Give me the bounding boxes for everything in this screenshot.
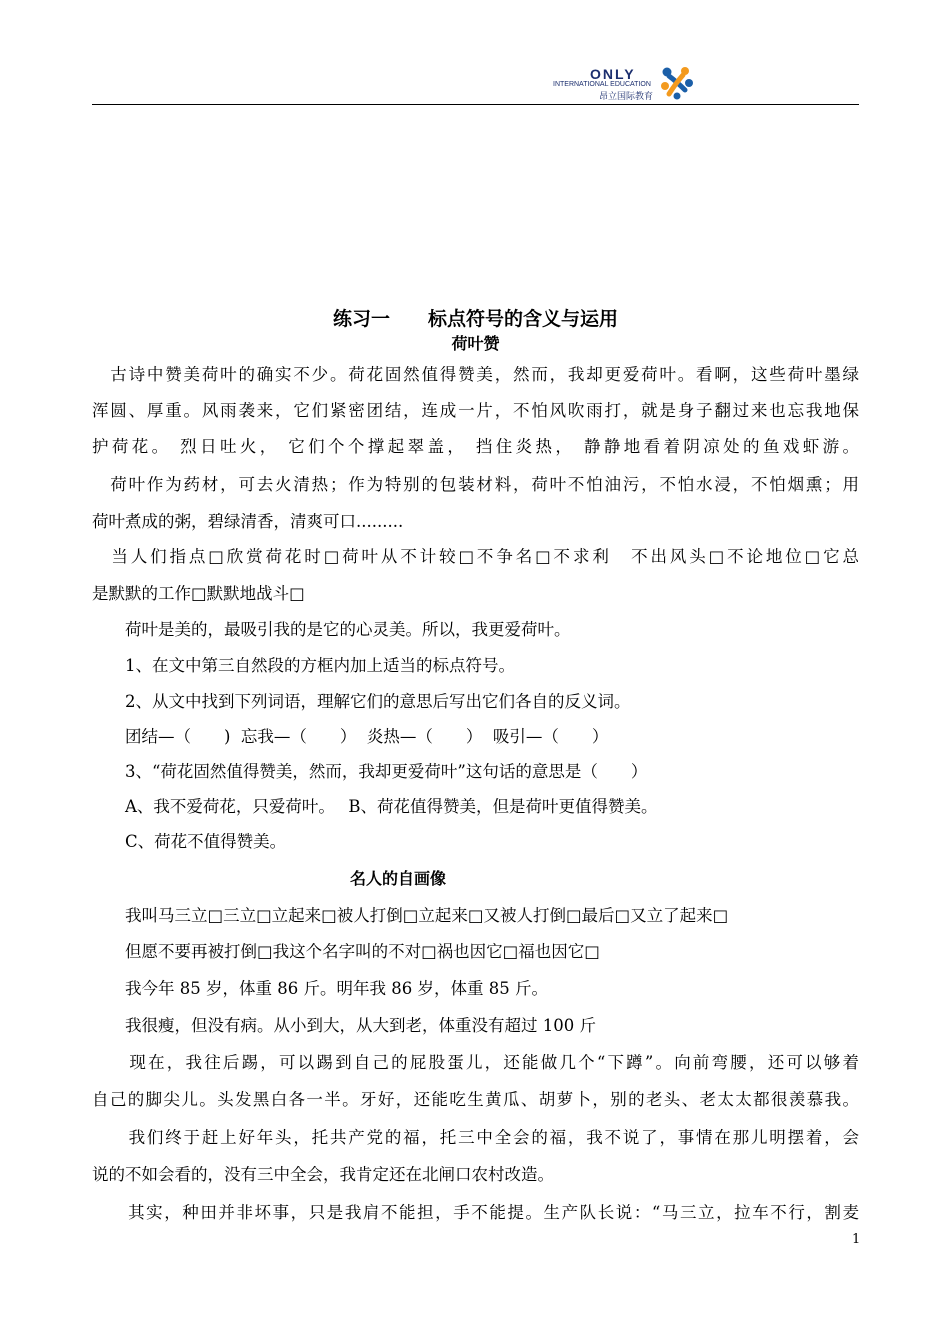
paragraph-line: 护荷花。 烈日吐火， 它们个个撑起翠盖， 挡住炎热， 静静地看着阴凉处的鱼戏虾游。 (92, 437, 859, 456)
section-title-2: 名人的自画像 (350, 869, 447, 888)
page-title: 练习一 标点符号的含义与运用 (332, 308, 618, 330)
paragraph-line: 其实，种田并非坏事，只是我肩不能担，手不能提。生产队长说：“马三立，拉车不行，割麦 (92, 1203, 859, 1222)
paragraph-line: 但愿不要再被打倒□我这个名字叫的不对□祸也因它□福也因它□ (92, 942, 600, 961)
paragraph-line: 荷叶是美的，最吸引我的是它的心灵美。所以，我更爱荷叶。 (92, 620, 571, 639)
paragraph-line: 我很瘦，但没有病。从小到大，从大到老，体重没有超过 100 斤 (92, 1016, 596, 1035)
question-line: 1、在文中第三自然段的方框内加上适当的标点符号。 (92, 656, 515, 675)
section-title-1: 荷叶赞 (451, 334, 500, 353)
paragraph-line: 古诗中赞美荷叶的确实不少。荷花固然值得赞美，然而，我却更爱荷叶。看啊，这些荷叶墨绿 (92, 365, 859, 384)
logo-text-cn: 昂立国际教育 (599, 92, 654, 102)
question-line: 团结—（ ) 忘我—（ ） 炎热—（ ） 吸引—（ ） (92, 727, 609, 746)
option-line: C、荷花不值得赞美。 (92, 832, 287, 851)
paragraph-line: 荷叶作为药材，可去火清热；作为特别的包装材料，荷叶不怕油污，不怕水浸，不怕烟熏；用 (92, 475, 859, 494)
header-rule (92, 104, 859, 105)
paragraph-line: 我们终于赶上好年头，托共产党的福，托三中全会的福，我不说了，事情在那儿明摆着，会 (92, 1128, 859, 1147)
paragraph-line: 荷叶煮成的粥，碧绿清香，清爽可口......... (92, 512, 404, 531)
option-line: A、我不爱荷花，只爱荷叶。 B、荷花值得赞美，但是荷叶更值得赞美。 (92, 797, 658, 816)
logo-mark-icon (659, 66, 695, 100)
logo-text-en: ONLY (590, 66, 636, 82)
page-number: 1 (852, 1232, 861, 1247)
paragraph-line: 当人们指点□欣赏荷花时□荷叶从不计较□不争名□不求利 不出风头□不论地位□它总 (92, 547, 859, 566)
paragraph-line: 自己的脚尖儿。头发黑白各一半。牙好，还能吃生黄瓜、胡萝卜，别的老头、老太太都很羡慕我。 (92, 1090, 859, 1109)
logo (553, 66, 703, 102)
question-line: 3、“荷花固然值得赞美，然而，我却更爱荷叶”这句话的意思是（ ） (92, 762, 648, 781)
paragraph-line: 我今年 85 岁，体重 86 斤。明年我 86 岁，体重 85 斤。 (92, 979, 548, 998)
paragraph-line: 现在，我往后踢，可以踢到自己的屁股蛋儿，还能做几个“下蹲”。向前弯腰，还可以够着 (92, 1053, 859, 1072)
logo-text-en-sub: INTERNATIONAL EDUCATION (553, 81, 651, 88)
paragraph-line: 说的不如会看的，没有三中全会，我肯定还在北闸口农村改造。 (92, 1165, 554, 1184)
paragraph-line: 我叫马三立□三立□立起来□被人打倒□立起来□又被人打倒□最后□又立了起来□ (92, 906, 729, 925)
question-line: 2、从文中找到下列词语，理解它们的意思后写出它们各自的反义词。 (92, 692, 631, 711)
paragraph-line: 是默默的工作□默默地战斗□ (92, 584, 305, 603)
paragraph-line: 浑圆、厚重。风雨袭来，它们紧密团结，连成一片，不怕风吹雨打，就是身子翻过来也忘我地保 (92, 401, 859, 420)
